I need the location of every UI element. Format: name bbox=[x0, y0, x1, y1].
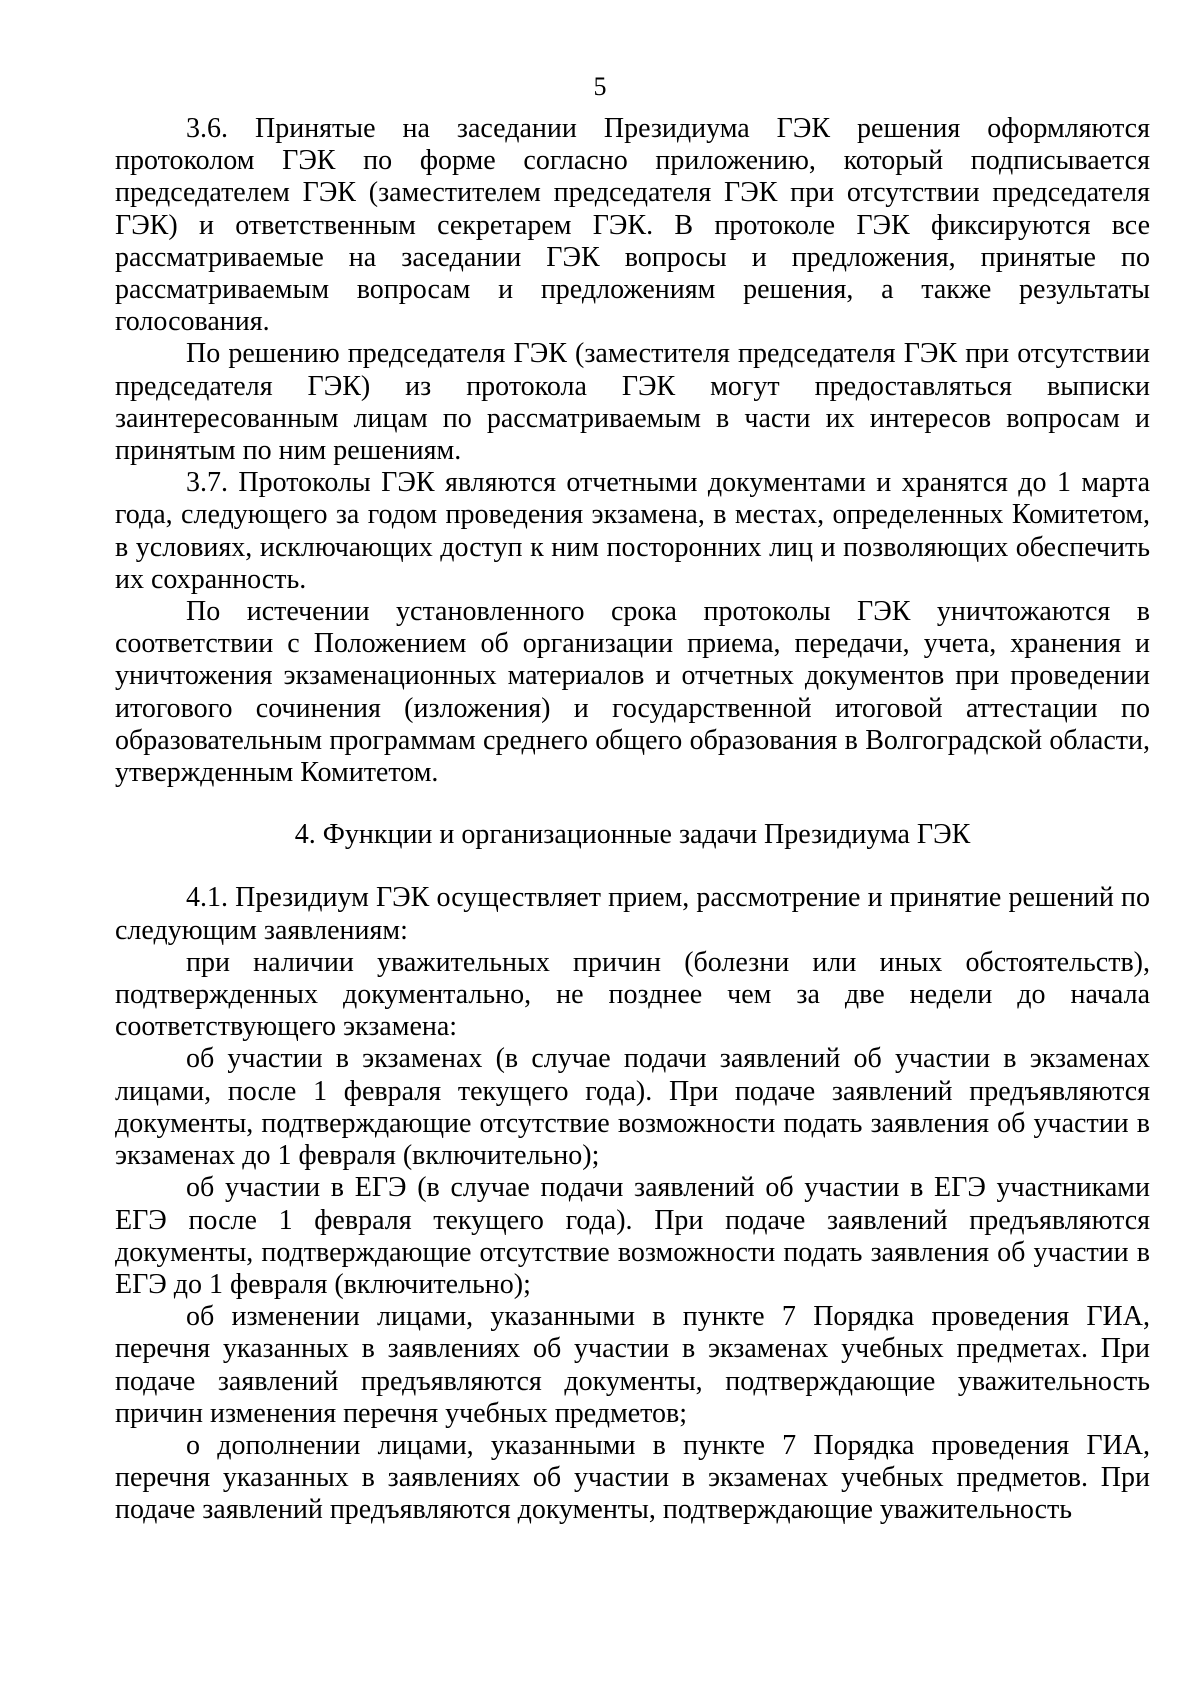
paragraph-destruction: По истечении установленного срока протоколы ГЭК уничтожаются в соответствии с Положением об организации приема, передачи, учета, хранения и уничтожения экзаменационных материалов и отчетных документов при проведении итогового сочинения (изложения) и государственной итоговой аттестации по образовательным программам среднего общего образования в Волгоградской области, утвержденным Комитетом. bbox=[115, 596, 1150, 789]
paragraph-extract-decision: По решению председателя ГЭК (заместителя председателя ГЭК при отсутствии председателя ГЭК) из протокола ГЭК могут предоставляться выписки заинтересованным лицам по рассматриваемым в части их интересов вопросам и принятым по ним решениям. bbox=[115, 338, 1150, 467]
paragraph-subject-change: об изменении лицами, указанными в пункте 7 Порядка проведения ГИА, перечня указанных в заявлениях об участии в экзаменах учебных предметах. При подаче заявлений предъявляются документы, подтверждающие уважительность причин изменения перечня учебных предметов; bbox=[115, 1301, 1150, 1429]
document-body bbox=[115, 113, 1150, 1527]
paragraph-subject-addition: о дополнении лицами, указанными в пункте 7 Порядка проведения ГИА, перечня указанных в заявлениях об участии в экзаменах учебных предметов. При подаче заявлений предъявляются документы, подтверждающие уважительность bbox=[115, 1429, 1150, 1526]
paragraph-ege-participation: об участии в ЕГЭ (в случае подачи заявлений об участии в ЕГЭ участниками ЕГЭ после 1 февраля текущего года). При подаче заявлений предъявляются документы, подтверждающие отсутствие возможности подать заявления об участии в ЕГЭ до 1 февраля (включительно); bbox=[115, 1172, 1150, 1300]
page-number: 5 bbox=[593, 72, 607, 101]
paragraph-3-7: 3.7. Протоколы ГЭК являются отчетными документами и хранятся до 1 марта года, следующего за годом проведения экзамена, в местах, определенных Комитетом, в условиях, исключающих доступ к ним посторонних лиц и позволяющих обеспечить их сохранность. bbox=[115, 467, 1150, 595]
section-heading: 4. Функции и организационные задачи Президиума ГЭК bbox=[294, 819, 971, 851]
paragraph-4-1: 4.1. Президиум ГЭК осуществляет прием, рассмотрение и принятие решений по следующим заявлениям: bbox=[115, 882, 1150, 946]
paragraph-valid-reasons: при наличии уважительных причин (болезни или иных обстоятельств), подтвержденных документально, не позднее чем за две недели до начала соответствующего экзамена: bbox=[115, 946, 1150, 1043]
paragraph-exam-participation: об участии в экзаменах (в случае подачи заявлений об участии в экзаменах лицами, после 1 февраля текущего года). При подаче заявлений предъявляются документы, подтверждающие отсутствие возможности подать заявления об участии в экзаменах до 1 февраля (включительно); bbox=[115, 1043, 1150, 1172]
paragraph-3-6: 3.6. Принятые на заседании Президиума ГЭК решения оформляются протоколом ГЭК по форме согласно приложению, который подписывается председателем ГЭК (заместителем председателя ГЭК при отсутствии председателя ГЭК) и ответственным секретарем ГЭК. В протоколе ГЭК фиксируются все рассматриваемые на заседании ГЭК вопросы и предложения, принятые по рассматриваемым вопросам и предложениям решения, а также результаты голосования. bbox=[115, 113, 1150, 338]
